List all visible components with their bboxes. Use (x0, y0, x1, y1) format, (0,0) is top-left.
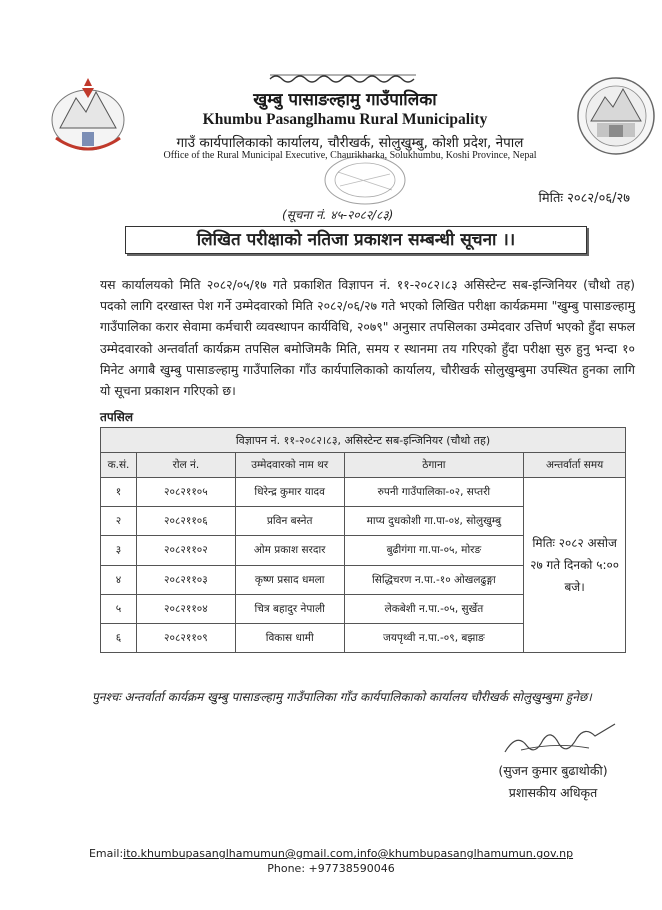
roll-number-cell: २०८२११०९ (136, 623, 235, 652)
candidate-name-cell: विकास धामी (235, 623, 344, 652)
issue-date: मितिः २०८२/०६/२७ (538, 191, 630, 206)
notice-number: (सूचना नं. ४५-२०८२/८३) (282, 208, 394, 222)
roll-number-cell: २०८२११०६ (136, 507, 235, 536)
table-caption: विज्ञापन नं. ११-२०८२।८३, असिस्टेन्ट सब-इन्जिनियर (चौथो तह) (101, 428, 626, 453)
notice-title: लिखित परीक्षाको नतिजा प्रकाशन सम्बन्धी सूचना ।। (125, 226, 587, 254)
roll-number-cell: २०८२११०२ (136, 536, 235, 565)
header-candidate-name: उम्मेदवारको नाम थर (235, 453, 344, 478)
header-address: ठेगाना (344, 453, 524, 478)
serial-cell: १ (101, 478, 137, 507)
handwritten-signature (465, 722, 625, 762)
office-seal-stamp (310, 152, 420, 212)
candidate-name-cell: धिरेन्द्र कुमार यादव (235, 478, 344, 507)
address-cell: लेकबेशी न.पा.-०५, सुर्खेत (344, 594, 524, 623)
serial-cell: ६ (101, 623, 137, 652)
serial-cell: २ (101, 507, 137, 536)
serial-cell: ५ (101, 594, 137, 623)
footer-phone: Phone: +97738590046 (267, 862, 395, 875)
postscript-note: पुनश्चः अन्तर्वार्ता कार्यक्रम खुम्बु पासाङल्हामु गाउँपालिका गाँउ कार्यपालिकाको कार्यालय चौरीखर्क सोलुखुम्बुमा हुनेछ। (92, 690, 592, 704)
email-link[interactable]: ito.khumbupasanglhamumun@gmail.com,info@khumbupasanglhamumun.gov.np (123, 847, 574, 860)
roll-number-cell: २०८२११०३ (136, 565, 235, 594)
address-cell: जयपृथ्वी न.पा.-०९, बझाङ (344, 623, 524, 652)
results-table (100, 427, 626, 653)
address-cell: रुपनी गाउँपालिका-०२, सप्तरी (344, 478, 524, 507)
signer-name: (सुजन कुमार बुढाथोकी) (498, 763, 608, 778)
email-label: Email: (88, 847, 124, 860)
interview-time-cell: मितिः २०८२ असोज २७ गते दिनको ५:०० बजे। (524, 478, 626, 653)
municipality-title-english: Khumbu Pasanglhamu Rural Municipality (202, 111, 488, 128)
signer-designation: प्रशासकीय अधिकृत (508, 785, 598, 800)
address-cell: माप्य दुधकोशी गा.पा-०४, सोलुखुम्बु (344, 507, 524, 536)
header-roll-number: रोल नं. (136, 453, 235, 478)
candidate-name-cell: ओम प्रकाश सरदार (235, 536, 344, 565)
table-header-row (101, 453, 626, 478)
municipality-title-nepali: खुम्बु पासाङल्हामु गाउँपालिका (253, 90, 437, 110)
serial-cell: ४ (101, 565, 137, 594)
office-address-english: Office of the Rural Municipal Executive, Chaurikharka, Solukhumbu, Koshi Province, Nepal (163, 150, 537, 161)
office-address-nepali: गाउँ कार्यपालिकाको कार्यालय, चौरीखर्क, सोलुखुम्बु, कोशी प्रदेश, नेपाल (176, 135, 524, 151)
nepal-emblem-logo (42, 68, 134, 160)
candidate-name-cell: कृष्ण प्रसाद धमला (235, 565, 344, 594)
header-serial: क.सं. (101, 453, 137, 478)
notice-body-text: यस कार्यालयको मिति २०८२/०५/१७ गते प्रकाशित विज्ञापन नं. ११-२०८२।८३ असिस्टेन्ट सब-इन्जिनियर (चौथो तह) पदको लागि दरखास्त पेश गर्ने उम्मेदवारको मिति २०८२/०६/२७ गते भएको लिखित परीक्षा कार्यक्रममा "खुम्बु पासाङल्हामु गाउँपालिका करार सेवामा कर्मचारी व्यवस्थापन कार्यविधि, २०७९" अनुसार तपसिलका उम्मेदवार उत्तिर्ण भएको हुँदा सफल उम्मेदवारको अन्तर्वार्ता कार्यक्रम तपसिल बमोजिमकै मिति, समय र स्थानमा तय गरिएको हुँदा परीक्षा सुरु हुनु भन्दा १० मिनेट अगाबै खुम्बु पासाङल्हामु गाउँपालिका गाँउ कार्यपालिकाको कार्यालय, चौरीखर्क सोलुखुम्बुमा उपस्थित हुनका लागि यो सूचना प्रकाशन गरिएको छ। (100, 277, 635, 399)
serial-cell: ३ (101, 536, 137, 565)
footer-email (60, 847, 602, 860)
candidate-name-cell: प्रविन बस्नेत (235, 507, 344, 536)
roll-number-cell: २०८२११०५ (136, 478, 235, 507)
roll-number-cell: २०८२११०४ (136, 594, 235, 623)
address-cell: बुढीगंगा गा.पा-०५, मोरङ (344, 536, 524, 565)
header-interview-time: अन्तर्वार्ता समय (524, 453, 626, 478)
candidate-name-cell: चित्र बहादुर नेपाली (235, 594, 344, 623)
table-row (101, 478, 626, 507)
schedule-label: तपसिल (100, 410, 134, 424)
tibetan-script-line (268, 69, 418, 81)
municipality-logo (575, 75, 657, 157)
table-caption-row (101, 428, 626, 453)
address-cell: सिद्धिचरण न.पा.-१० ओखलढुङ्गा (344, 565, 524, 594)
